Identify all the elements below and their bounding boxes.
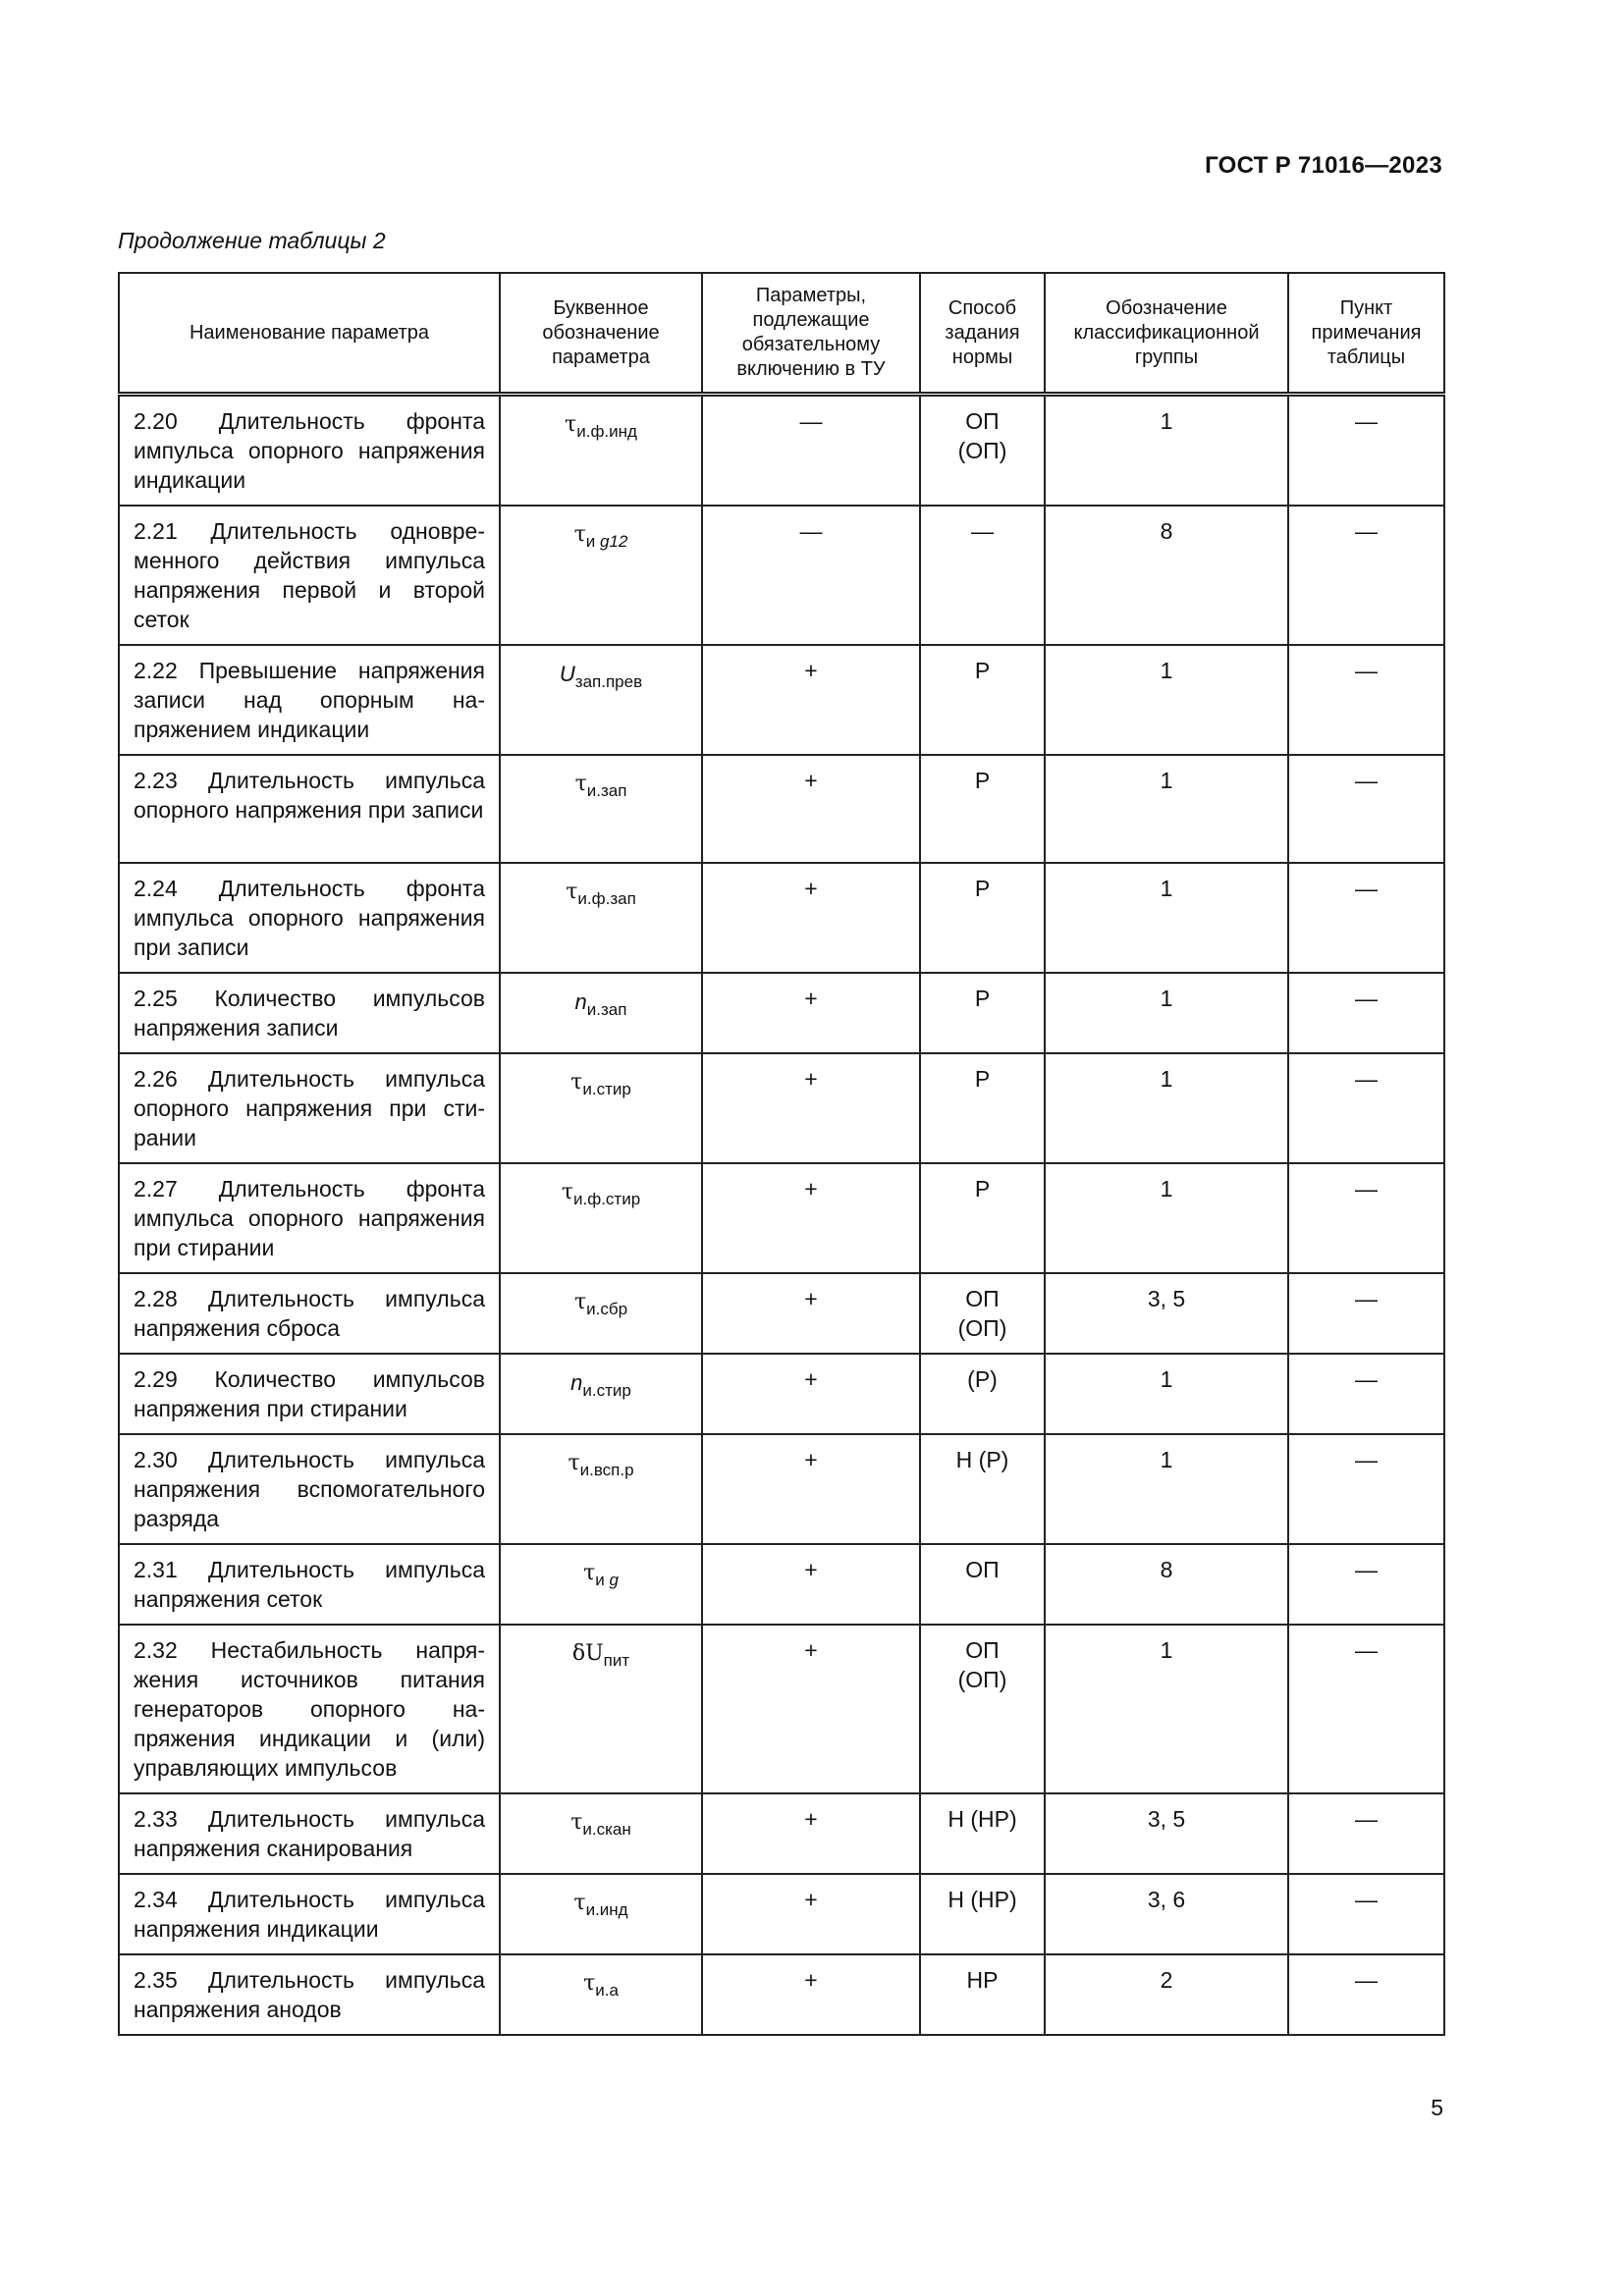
symbol-subscript-text: и xyxy=(585,532,601,551)
document-id: ГОСТ Р 71016—2023 xyxy=(1205,152,1442,179)
table-header xyxy=(119,273,1444,395)
parameter-symbol xyxy=(500,863,702,973)
required-in-spec: + xyxy=(702,1434,920,1544)
table-row xyxy=(119,1544,1444,1625)
required-in-spec: + xyxy=(702,1354,920,1434)
table-note-ref: — xyxy=(1288,1434,1444,1544)
parameter-name: 2.31 Длительность импульса напряжения сеток xyxy=(119,1544,500,1625)
required-in-spec: + xyxy=(702,1625,920,1793)
symbol-base: τ xyxy=(565,412,577,437)
norm-method: ОП xyxy=(920,1544,1045,1625)
symbol-subscript xyxy=(582,1820,630,1839)
table-note-ref: — xyxy=(1288,1544,1444,1625)
classification-group: 1 xyxy=(1045,1053,1288,1163)
classification-group: 1 xyxy=(1045,395,1288,507)
norm-method: — xyxy=(920,506,1045,645)
required-in-spec: — xyxy=(702,506,920,645)
symbol-base: τ xyxy=(568,1451,580,1475)
norm-method: Н (НР) xyxy=(920,1874,1045,1954)
required-in-spec: + xyxy=(702,1273,920,1354)
table-row xyxy=(119,395,1444,507)
symbol-subscript-text: пит xyxy=(603,1651,630,1670)
symbol-subscript xyxy=(582,1080,630,1098)
symbol-subscript xyxy=(595,1981,619,2000)
classification-group: 1 xyxy=(1045,1354,1288,1434)
required-in-spec: + xyxy=(702,1793,920,1874)
symbol-base: τ xyxy=(573,522,586,547)
table-note-ref: — xyxy=(1288,1874,1444,1954)
symbol-base: τ xyxy=(573,1891,586,1915)
table-row xyxy=(119,1354,1444,1434)
classification-group: 1 xyxy=(1045,1434,1288,1544)
required-in-spec: + xyxy=(702,863,920,973)
classification-group: 1 xyxy=(1045,755,1288,863)
parameter-name: 2.23 Длительность импульса опорного напряжения при записи xyxy=(119,755,500,863)
required-in-spec: + xyxy=(702,1163,920,1273)
classification-group: 2 xyxy=(1045,1954,1288,2035)
parameters-table xyxy=(118,272,1445,2036)
symbol-subscript xyxy=(587,781,627,800)
symbol-subscript xyxy=(582,1381,630,1400)
symbol-subscript-text: и.зап xyxy=(586,1000,627,1019)
table-row xyxy=(119,1163,1444,1273)
norm-method: Р xyxy=(920,645,1045,755)
table-caption: Продолжение таблицы 2 xyxy=(118,228,386,253)
norm-method: Р xyxy=(920,863,1045,973)
table-note-ref: — xyxy=(1288,863,1444,973)
symbol-base: δU xyxy=(571,1641,604,1666)
required-in-spec: + xyxy=(702,1954,920,2035)
parameter-symbol xyxy=(500,1354,702,1434)
table-row xyxy=(119,1273,1444,1354)
classification-group: 1 xyxy=(1045,973,1288,1053)
norm-method: ОП (ОП) xyxy=(920,1273,1045,1354)
table-note-ref: — xyxy=(1288,1163,1444,1273)
column-header-required: Параметры, подлежащие обязательному включению в ТУ xyxy=(702,273,920,395)
parameter-symbol xyxy=(500,645,702,755)
column-header-symbol: Буквенное обозначение параметра xyxy=(500,273,702,395)
classification-group: 1 xyxy=(1045,1625,1288,1793)
symbol-subscript-text: и.зап xyxy=(586,781,627,800)
symbol-subscript xyxy=(586,532,628,551)
symbol-base: n xyxy=(570,1370,583,1395)
required-in-spec: + xyxy=(702,1874,920,1954)
table-note-ref: — xyxy=(1288,1625,1444,1793)
symbol-base: τ xyxy=(583,1561,596,1585)
symbol-subscript xyxy=(604,1651,630,1670)
table-row xyxy=(119,506,1444,645)
classification-group: 1 xyxy=(1045,1163,1288,1273)
symbol-base: τ xyxy=(573,1290,587,1314)
parameter-symbol xyxy=(500,1874,702,1954)
parameter-symbol xyxy=(500,1163,702,1273)
required-in-spec: — xyxy=(702,395,920,507)
parameter-symbol xyxy=(500,1273,702,1354)
symbol-base: τ xyxy=(566,880,578,904)
symbol-subscript-italic: g xyxy=(609,1571,619,1589)
table-note-ref: — xyxy=(1288,1954,1444,2035)
norm-method: Р xyxy=(920,1163,1045,1273)
table-row xyxy=(119,645,1444,755)
parameter-symbol xyxy=(500,973,702,1053)
table-row xyxy=(119,1874,1444,1954)
symbol-subscript xyxy=(573,1190,640,1208)
symbol-subscript xyxy=(575,672,642,691)
symbol-base: τ xyxy=(570,1070,583,1095)
norm-method: НР xyxy=(920,1954,1045,2035)
table-note-ref: — xyxy=(1288,395,1444,507)
table-note-ref: — xyxy=(1288,1354,1444,1434)
parameter-name: 2.20 Длительность фронта импульса опорного напряжения индикации xyxy=(119,395,500,507)
column-header-note: Пункт примечания таблицы xyxy=(1288,273,1444,395)
required-in-spec: + xyxy=(702,973,920,1053)
symbol-base: τ xyxy=(561,1180,573,1204)
symbol-base: τ xyxy=(583,1971,596,1996)
symbol-subscript-text: и.ф.стир xyxy=(573,1190,641,1208)
classification-group: 8 xyxy=(1045,1544,1288,1625)
norm-method: ОП (ОП) xyxy=(920,1625,1045,1793)
table-row xyxy=(119,863,1444,973)
required-in-spec: + xyxy=(702,755,920,863)
table-note-ref: — xyxy=(1288,1273,1444,1354)
symbol-subscript-text: зап.прев xyxy=(574,672,643,691)
symbol-base: τ xyxy=(574,772,587,796)
classification-group: 3, 5 xyxy=(1045,1793,1288,1874)
page-number: 5 xyxy=(1431,2095,1443,2120)
column-header-group: Обозначение классификационной группы xyxy=(1045,273,1288,395)
table-note-ref: — xyxy=(1288,755,1444,863)
parameter-name: 2.32 Нестабильность напряжения источников питания генераторов опорного напряжения индикации и (или) управляющих импульсов xyxy=(119,1625,500,1793)
parameter-name: 2.21 Длительность одновременного действия импульса напряжения первой и второй сеток xyxy=(119,506,500,645)
symbol-subscript xyxy=(587,1000,627,1019)
parameter-name: 2.34 Длительность импульса напряжения индикации xyxy=(119,1874,500,1954)
norm-method: Р xyxy=(920,755,1045,863)
symbol-subscript-text: и.ф.зап xyxy=(577,889,636,908)
parameter-name: 2.25 Количество импульсов напряжения записи xyxy=(119,973,500,1053)
table-row xyxy=(119,1053,1444,1163)
symbol-subscript-italic: g12 xyxy=(600,532,628,551)
parameter-symbol xyxy=(500,506,702,645)
parameter-symbol xyxy=(500,1544,702,1625)
symbol-subscript-text: и.сбр xyxy=(586,1300,628,1318)
table-row xyxy=(119,973,1444,1053)
symbol-base: U xyxy=(559,662,575,686)
table-note-ref: — xyxy=(1288,645,1444,755)
symbol-base: τ xyxy=(570,1810,583,1835)
classification-group: 1 xyxy=(1045,645,1288,755)
column-header-name: Наименование параметра xyxy=(119,273,500,395)
symbol-subscript xyxy=(586,1900,628,1919)
norm-method: Р xyxy=(920,1053,1045,1163)
symbol-subscript xyxy=(577,889,635,908)
parameter-symbol xyxy=(500,1793,702,1874)
column-header-method: Способ задания нормы xyxy=(920,273,1045,395)
parameter-name: 2.33 Длительность импульса напряжения сканирования xyxy=(119,1793,500,1874)
symbol-subscript-text: и.всп.р xyxy=(579,1461,634,1479)
symbol-subscript-text: и.стир xyxy=(582,1080,631,1098)
parameter-name: 2.35 Длительность импульса напряжения анодов xyxy=(119,1954,500,2035)
table-note-ref: — xyxy=(1288,1793,1444,1874)
parameter-symbol xyxy=(500,1434,702,1544)
symbol-subscript xyxy=(595,1571,619,1589)
symbol-subscript-text: и.скан xyxy=(582,1820,631,1839)
table-row xyxy=(119,1625,1444,1793)
parameter-name: 2.30 Длительность импульса напряжения вспомогательного разряда xyxy=(119,1434,500,1544)
norm-method: Р xyxy=(920,973,1045,1053)
parameter-symbol xyxy=(500,755,702,863)
symbol-subscript-text: и.стир xyxy=(582,1381,631,1400)
parameter-symbol xyxy=(500,1053,702,1163)
parameter-symbol xyxy=(500,395,702,507)
table-row xyxy=(119,1954,1444,2035)
table-note-ref: — xyxy=(1288,506,1444,645)
classification-group: 8 xyxy=(1045,506,1288,645)
table-row xyxy=(119,1793,1444,1874)
parameter-name: 2.29 Количество импульсов напряжения при стирании xyxy=(119,1354,500,1434)
table-row xyxy=(119,1434,1444,1544)
symbol-subscript xyxy=(586,1300,627,1318)
parameter-name: 2.26 Длительность импульса опорного напряжения при стирании xyxy=(119,1053,500,1163)
table-row xyxy=(119,755,1444,863)
symbol-base: n xyxy=(574,989,587,1014)
symbol-subscript xyxy=(580,1461,634,1479)
classification-group: 3, 5 xyxy=(1045,1273,1288,1354)
norm-method: ОП (ОП) xyxy=(920,395,1045,507)
required-in-spec: + xyxy=(702,645,920,755)
table-body xyxy=(119,395,1444,2036)
classification-group: 3, 6 xyxy=(1045,1874,1288,1954)
parameter-name: 2.28 Длительность импульса напряжения сброса xyxy=(119,1273,500,1354)
parameter-symbol xyxy=(500,1954,702,2035)
norm-method: Н (НР) xyxy=(920,1793,1045,1874)
required-in-spec: + xyxy=(702,1544,920,1625)
symbol-subscript-text: и.ф.инд xyxy=(576,422,637,441)
parameter-symbol xyxy=(500,1625,702,1793)
table-note-ref: — xyxy=(1288,1053,1444,1163)
symbol-subscript-text: и.а xyxy=(595,1981,619,2000)
parameter-name: 2.27 Длительность фронта импульса опорного напряжения при стирании xyxy=(119,1163,500,1273)
parameter-name: 2.24 Длительность фронта импульса опорного напряжения при записи xyxy=(119,863,500,973)
symbol-subscript xyxy=(576,422,637,441)
symbol-subscript-text: и xyxy=(595,1571,610,1589)
norm-method: (Р) xyxy=(920,1354,1045,1434)
table-note-ref: — xyxy=(1288,973,1444,1053)
required-in-spec: + xyxy=(702,1053,920,1163)
symbol-subscript-text: и.инд xyxy=(585,1900,628,1919)
parameter-name: 2.22 Превышение напряжения записи над опорным напряжением индикации xyxy=(119,645,500,755)
norm-method: Н (Р) xyxy=(920,1434,1045,1544)
classification-group: 1 xyxy=(1045,863,1288,973)
